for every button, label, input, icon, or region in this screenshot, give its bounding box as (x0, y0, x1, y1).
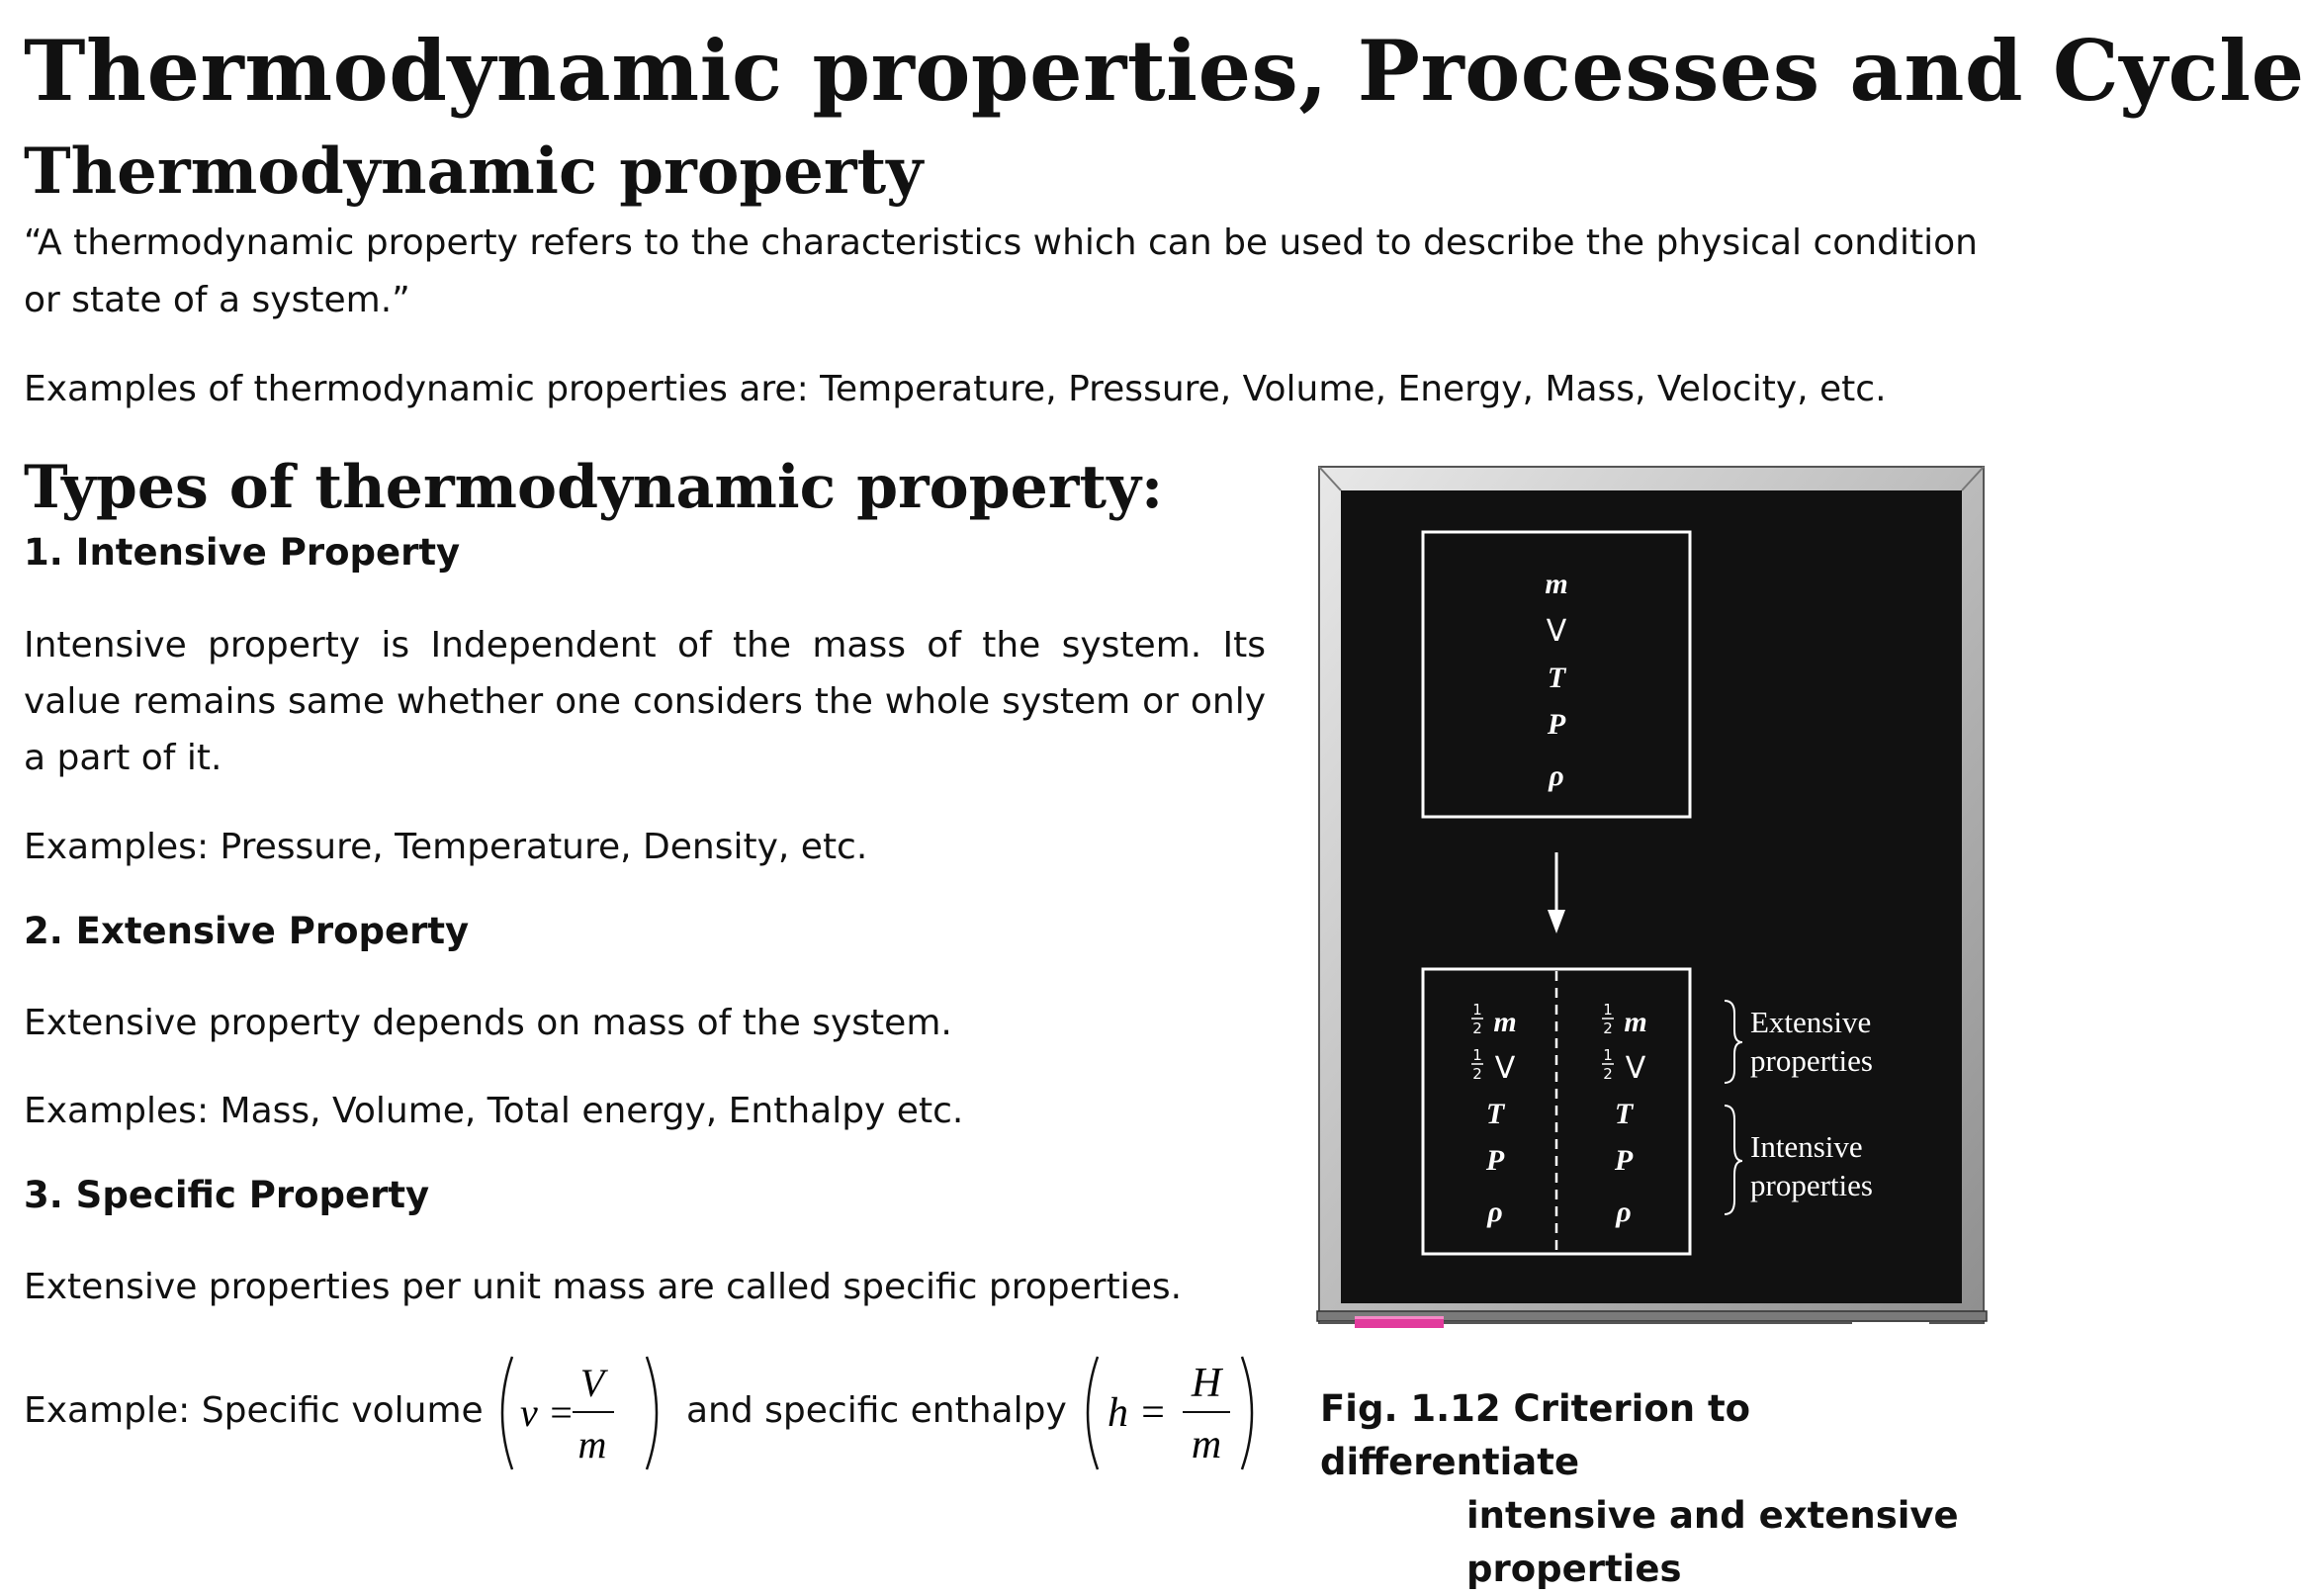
top-T: T (1547, 662, 1566, 694)
left-m: m (1493, 1006, 1517, 1038)
definition-line-1: “A thermodynamic property refers to the characteristics which can be used to describe the physical condition (24, 222, 1978, 263)
extensive-label-2: properties (1750, 1043, 1873, 1078)
left-V: V (1494, 1051, 1516, 1086)
extensive-label-1: Extensive (1750, 1005, 1872, 1039)
intensive-examples: Examples: Pressure, Temperature, Density, etc. (24, 827, 868, 867)
intensive-line-1: Intensive property is Independent of the mass of the system. Its (24, 625, 1266, 665)
extensive-examples: Examples: Mass, Volume, Total energy, Enthalpy etc. (24, 1091, 964, 1131)
examples-line: Examples of thermodynamic properties are: Temperature, Pressure, Volume, Energy, Mass, Velocity, etc. (24, 369, 1887, 409)
right-rho: ρ (1616, 1196, 1632, 1228)
intensive-label-2: properties (1750, 1168, 1873, 1202)
caption-line-3: properties (1466, 1548, 1682, 1590)
svg-text:1: 1 (1603, 1046, 1613, 1064)
right-T: T (1614, 1098, 1634, 1130)
left-rho: ρ (1487, 1196, 1503, 1228)
chalkboard-figure (1317, 465, 1987, 1335)
left-P: P (1485, 1144, 1505, 1177)
svg-text:1: 1 (1472, 1001, 1482, 1019)
specific-title: 3. Specific Property (24, 1174, 430, 1216)
eq2-numerator: H (1191, 1361, 1222, 1406)
top-rho: ρ (1549, 759, 1564, 792)
white-chalk (1852, 1322, 1929, 1330)
example-prefix: Example: Specific volume (24, 1390, 484, 1431)
top-P: P (1547, 708, 1566, 741)
top-m: m (1545, 568, 1568, 600)
specific-enthalpy-equation (1076, 1349, 1264, 1477)
section-heading-types: Types of thermodynamic property: (24, 453, 1164, 522)
intensive-line-2: value remains same whether one considers the whole system or only (24, 681, 1266, 722)
specific-text: Extensive properties per unit mass are called specific properties. (24, 1267, 1183, 1307)
right-m: m (1624, 1006, 1647, 1038)
eq1-numerator: V (579, 1361, 605, 1405)
extensive-text: Extensive property depends on mass of the system. (24, 1003, 952, 1043)
specific-volume-equation (490, 1349, 668, 1477)
caption-line-1: Fig. 1.12 Criterion to differentiate (1320, 1387, 1751, 1483)
intensive-label-1: Intensive (1750, 1129, 1863, 1164)
eq1-denominator: m (577, 1422, 607, 1466)
definition-line-2: or state of a system.” (24, 280, 410, 320)
svg-text:1: 1 (1603, 1001, 1613, 1019)
page-title: Thermodynamic properties, Processes and Cycle (24, 22, 2305, 120)
eq2-denominator: m (1191, 1422, 1222, 1467)
caption-line-2: intensive and extensive (1466, 1494, 1959, 1537)
intensive-title: 1. Intensive Property (24, 531, 461, 574)
eq1-lhs: v = (520, 1390, 575, 1435)
svg-text:2: 2 (1472, 1020, 1482, 1037)
top-V: V (1546, 614, 1567, 649)
svg-text:2: 2 (1603, 1065, 1613, 1083)
svg-text:1: 1 (1472, 1046, 1482, 1064)
right-P: P (1614, 1144, 1634, 1177)
eq2-lhs: h = (1108, 1390, 1167, 1436)
left-T: T (1485, 1098, 1505, 1130)
intensive-line-3: a part of it. (24, 738, 222, 778)
extensive-title: 2. Extensive Property (24, 910, 470, 952)
figure-caption (1320, 1382, 2012, 1596)
svg-text:2: 2 (1603, 1020, 1613, 1037)
section-heading-property: Thermodynamic property (24, 134, 924, 209)
right-V: V (1625, 1051, 1646, 1086)
svg-text:2: 2 (1472, 1065, 1482, 1083)
example-middle: and specific enthalpy (686, 1390, 1067, 1431)
